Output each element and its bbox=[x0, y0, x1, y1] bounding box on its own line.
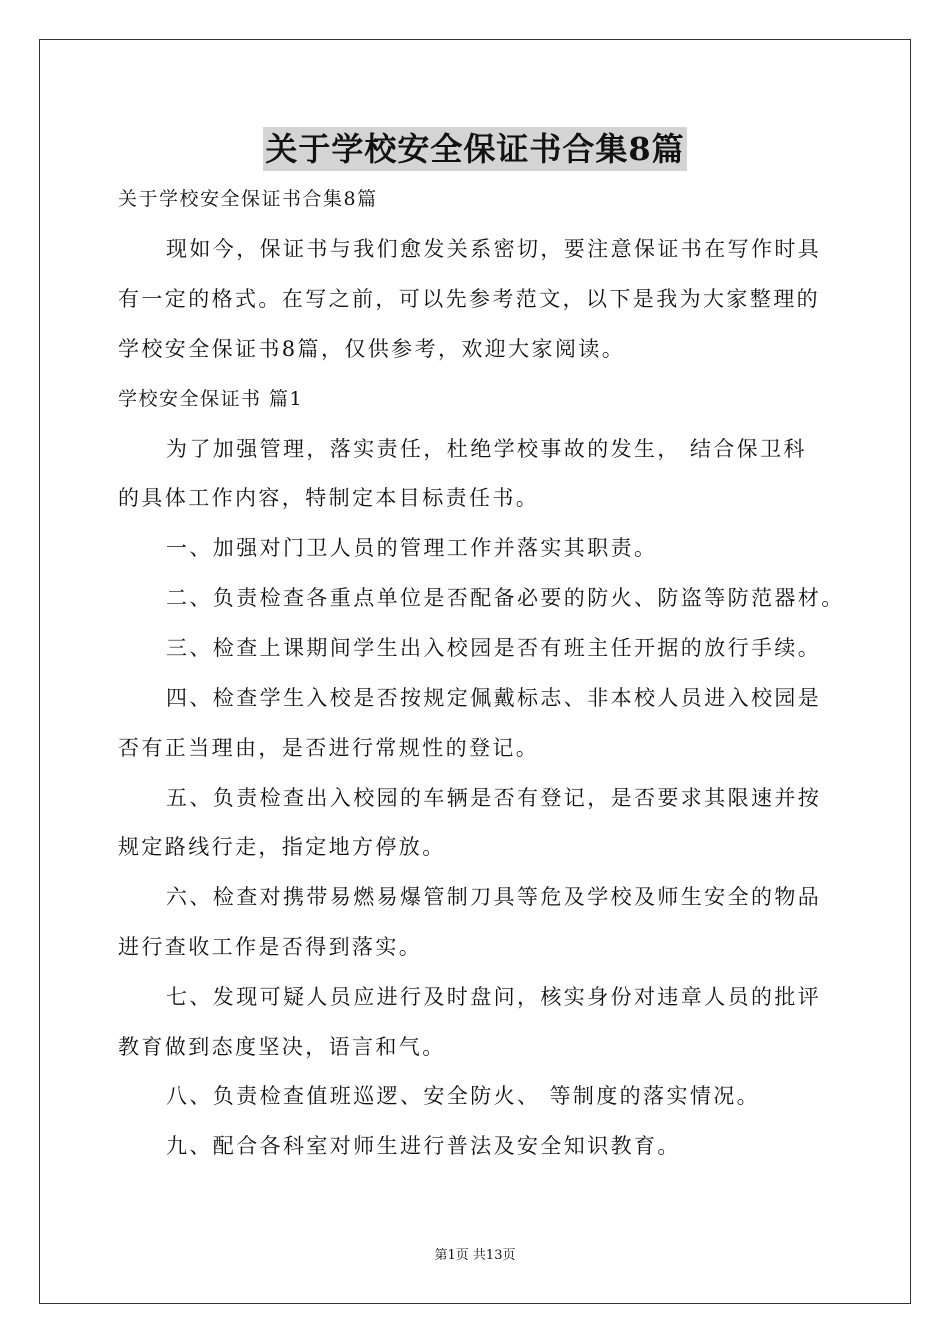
body-line: 进行查收工作是否得到落实。 bbox=[118, 935, 423, 959]
body-line: 三、检查上课期间学生出入校园是否有班主任开据的放行手续。 bbox=[166, 636, 822, 660]
document-title-text: 关于学校安全保证书合集8篇 bbox=[263, 127, 686, 171]
body-line: 七、发现可疑人员应进行及时盘问，核实身份对违章人员的批评 bbox=[166, 985, 822, 1009]
page-footer: 第1页 共13页 bbox=[434, 1248, 516, 1263]
body-line: 四、检查学生入校是否按规定佩戴标志、非本校人员进入校园是 bbox=[166, 686, 822, 710]
intro-line: 有一定的格式。在写之前，可以先参考范文，以下是我为大家整理的 bbox=[118, 287, 820, 311]
body-line: 规定路线行走，指定地方停放。 bbox=[118, 835, 446, 859]
intro-line: 学校安全保证书8篇，仅供参考，欢迎大家阅读。 bbox=[118, 337, 626, 361]
page-border bbox=[39, 39, 911, 1304]
body-line: 五、负责检查出入校园的车辆是否有登记，是否要求其限速并按 bbox=[166, 786, 822, 810]
body-line: 二、负责检查各重点单位是否配备必要的防火、防盗等防范器材。 bbox=[166, 586, 845, 610]
body-line: 六、检查对携带易燃易爆管制刀具等危及学校及师生安全的物品 bbox=[166, 885, 822, 909]
document-title bbox=[0, 127, 950, 171]
body-line: 八、负责检查值班巡逻、安全防火、 等制度的落实情况。 bbox=[166, 1084, 761, 1108]
intro-line: 现如今，保证书与我们愈发关系密切，要注意保证书在写作时具 bbox=[166, 237, 822, 261]
document-subtitle: 关于学校安全保证书合集8篇 bbox=[118, 188, 378, 210]
body-line: 九、配合各科室对师生进行普法及安全知识教育。 bbox=[166, 1134, 681, 1158]
body-line: 否有正当理由，是否进行常规性的登记。 bbox=[118, 736, 540, 760]
body-line: 教育做到态度坚决，语言和气。 bbox=[118, 1035, 446, 1059]
body-line: 的具体工作内容，特制定本目标责任书。 bbox=[118, 486, 540, 510]
body-line: 一、加强对门卫人员的管理工作并落实其职责。 bbox=[166, 536, 658, 560]
section-heading: 学校安全保证书 篇1 bbox=[118, 388, 304, 410]
body-line: 为了加强管理，落实责任，杜绝学校事故的发生， 结合保卫科 bbox=[166, 437, 807, 461]
